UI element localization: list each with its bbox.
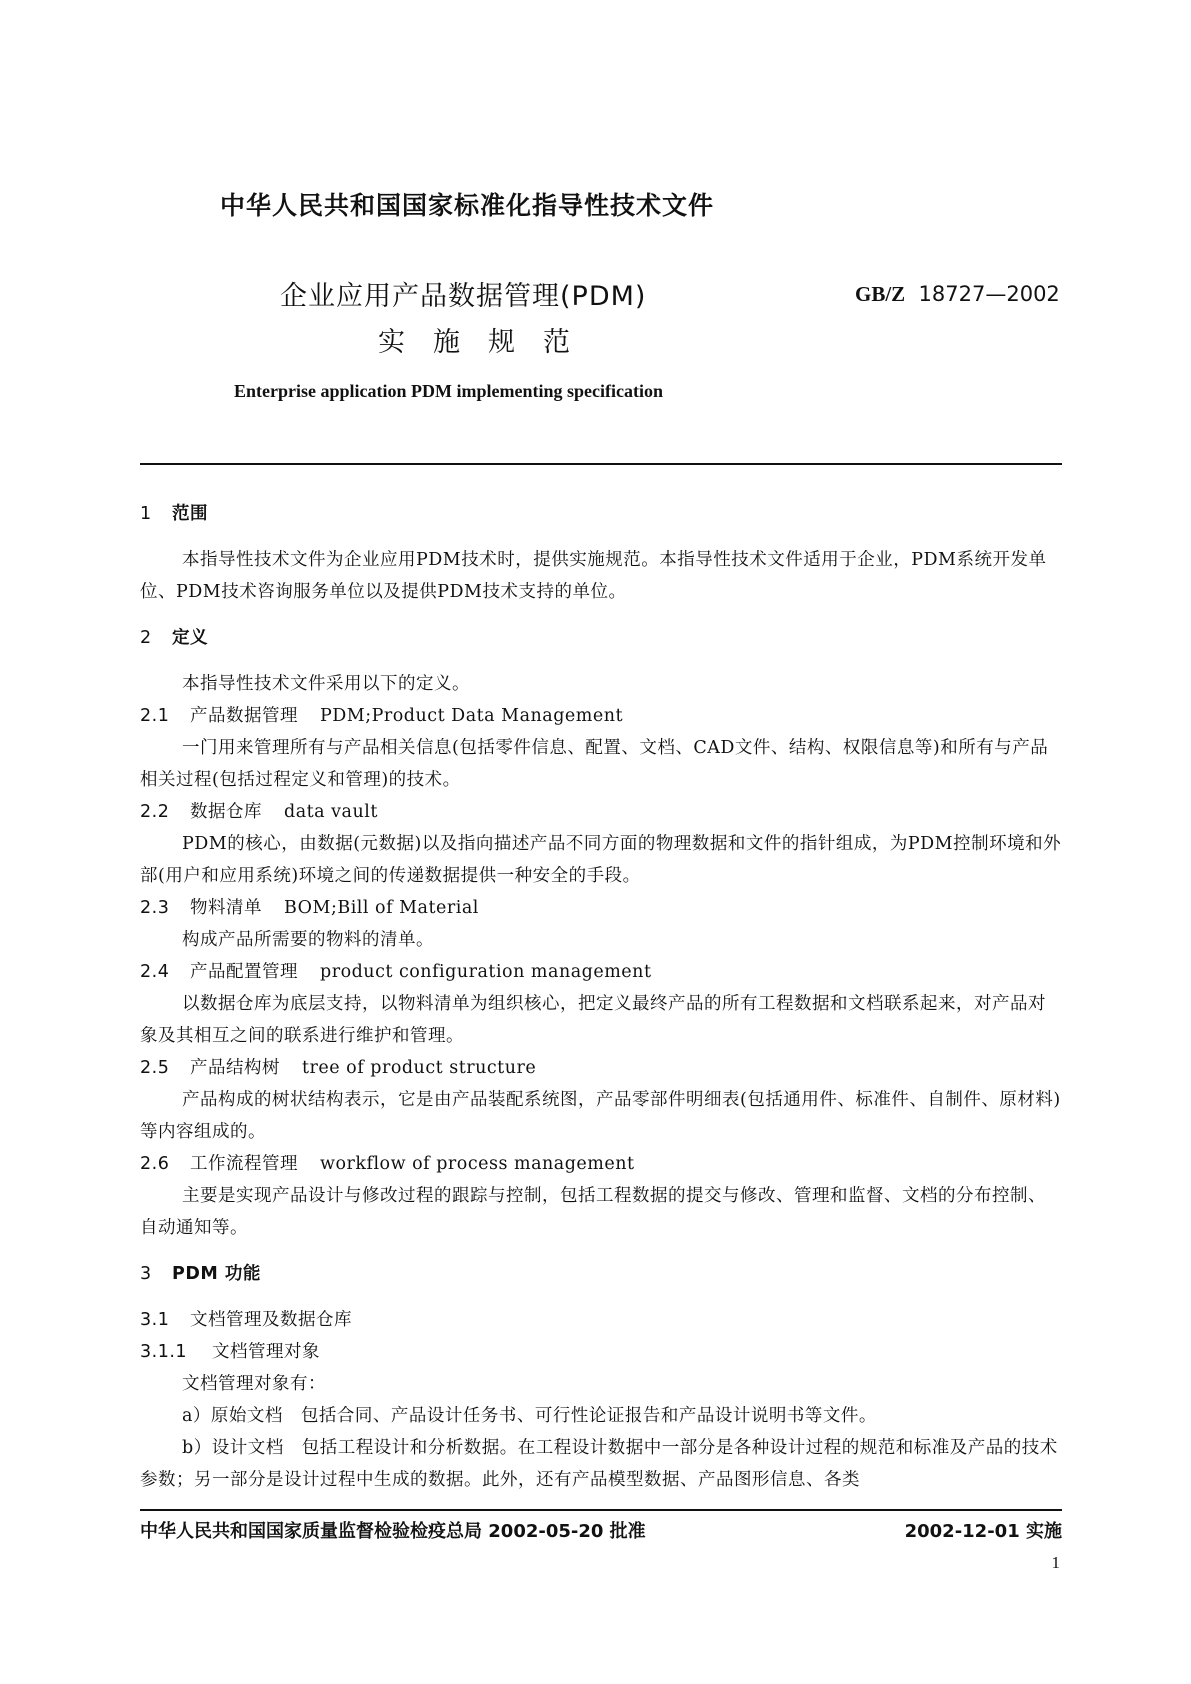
document-title-line1: 企业应用产品数据管理(PDM) [280, 281, 647, 312]
definition-heading-2-2: 2.2 数据仓库 data vault [140, 802, 378, 822]
section-2-intro: 本指导性技术文件采用以下的定义。 [182, 674, 470, 694]
standard-code: 18727—2002 [918, 282, 1060, 306]
definition-text-2-1: 一门用来管理所有与产品相关信息(包括零件信息、配置、文档、CAD文件、结构、权限信息等)和所有与产品相关过程(包括过程定义和管理)的技术。 [140, 738, 1049, 790]
section-3-intro: 文档管理对象有： [182, 1374, 326, 1394]
section-1-paragraph: 本指导性技术文件为企业应用PDM技术时，提供实施规范。本指导性技术文件适用于企业，PDM系统开发单位、PDM技术咨询服务单位以及提供PDM技术支持的单位。 [140, 550, 1047, 602]
standard-prefix: GB/Z [855, 282, 906, 306]
footer-divider [140, 1509, 1062, 1511]
subsection-heading-3-1: 3.1 文档管理及数据仓库 [140, 1310, 352, 1330]
section-heading-2: 2 定义 [140, 628, 208, 648]
issuing-agency: 中华人民共和国国家标准化指导性技术文件 [220, 191, 715, 220]
definition-heading-2-1: 2.1 产品数据管理 PDM;Product Data Management [140, 706, 624, 726]
section-heading-3: 3 PDM 功能 [140, 1264, 261, 1284]
list-item-a: a）原始文档 包括合同、产品设计任务书、可行性论证报告和产品设计说明书等文件。 [182, 1406, 877, 1426]
list-item-b: b）设计文档 包括工程设计和分析数据。在工程设计数据中一部分是各种设计过程的规范和标准及产品的技术参数；另一部分是设计过程中生成的数据。此外，还有产品模型数据、产品图形信息、各类 [140, 1438, 1058, 1490]
definition-text-2-2: PDM的核心，由数据(元数据)以及指向描述产品不同方面的物理数据和文件的指针组成，为PDM控制环境和外部(用户和应用系统)环境之间的传递数据提供一种安全的手段。 [140, 834, 1062, 886]
definition-text-2-5: 产品构成的树状结构表示，它是由产品装配系统图，产品零部件明细表(包括通用件、标准件、自制件、原材料)等内容组成的。 [140, 1090, 1061, 1142]
definition-heading-2-3: 2.3 物料清单 BOM;Bill of Material [140, 898, 479, 918]
subsection-heading-3-1-1: 3.1.1 文档管理对象 [140, 1342, 320, 1362]
effective-date: 2002-12-01 实施 [904, 1521, 1062, 1542]
standard-number [855, 282, 1060, 307]
definition-heading-2-4: 2.4 产品配置管理 product configuration management [140, 962, 652, 982]
definition-heading-2-5: 2.5 产品结构树 tree of product structure [140, 1058, 537, 1078]
document-body [140, 498, 1062, 1496]
page-number: 1 [1051, 1553, 1060, 1572]
definition-text-2-3: 构成产品所需要的物料的清单。 [182, 930, 434, 950]
approval-line: 中华人民共和国国家质量监督检验检疫总局 2002-05-20 批准 [140, 1521, 646, 1542]
header-divider [140, 463, 1062, 465]
document-title-line2: 实施规范 [378, 327, 598, 358]
english-title: Enterprise application PDM implementing specification [234, 381, 663, 401]
section-heading-1: 1 范围 [140, 504, 208, 524]
definition-heading-2-6: 2.6 工作流程管理 workflow of process management [140, 1154, 635, 1174]
definition-text-2-4: 以数据仓库为底层支持，以物料清单为组织核心，把定义最终产品的所有工程数据和文档联系起来，对产品对象及其相互之间的联系进行维护和管理。 [140, 994, 1046, 1046]
definition-text-2-6: 主要是实现产品设计与修改过程的跟踪与控制，包括工程数据的提交与修改、管理和监督、文档的分布控制、自动通知等。 [140, 1186, 1046, 1238]
